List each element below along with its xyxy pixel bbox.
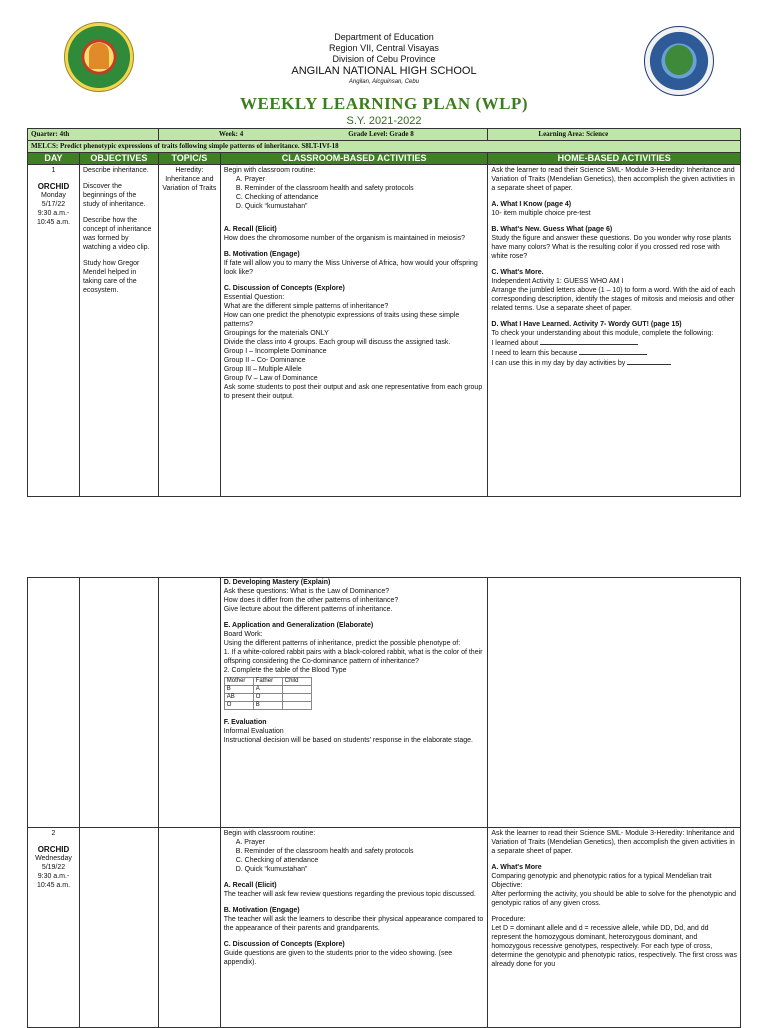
learning-area: Learning Area: Science xyxy=(488,129,741,141)
page-title: WEEKLY LEARNING PLAN (WLP) xyxy=(239,94,529,113)
region: Region VII, Central Visayas xyxy=(329,43,439,53)
letterhead xyxy=(0,32,768,86)
day1-home: Ask the learner to read their Science SML- Module 3-Heredity: Inheritance and Variation of Traits (Mendelian Genetics), then accomplish the given activities in a separate sheet of paper. A. What I Know (page 4) 10- item multiple choice pre-test B. What's New. Guess What (page 6) Study the figure and answer these questions. Do you wonder why rose plants have many colors? What is the resulting color if you crossed red rose with white rose? C. What's More. Independent Activity 1: GUESS WHO AM I Arrange the jumbled letters above (1 – 10) to form a word. With the aid of each corresponding description, identify the stages of mitosis and meiosis and other related terms. Use a separate sheet of paper. D. What I Have Learned. Activity 7- Wordy GUT! (page 15) To check your understanding about this module, complete the following: I learned about I need to learn this because I can use this in my day by day activities by xyxy=(488,165,741,497)
department: Department of Education xyxy=(334,32,434,42)
blank-line xyxy=(627,358,671,365)
day1-cell: 1 ORCHID Monday 5/17/22 9:30 a.m.- 10:45 a.m. xyxy=(28,165,80,497)
blank-line xyxy=(540,338,638,345)
school-name: ANGILAN NATIONAL HIGH SCHOOL xyxy=(291,65,477,77)
day2-home: Ask the learner to read their Science SML- Module 3-Heredity: Inheritance and Variation of Traits (Mendelian Genetics), then accomplish the given activities in a separate sheet of paper. A. What's More Comparing genotypic and phenotypic ratios for a typical Mendelian trait Objective: After performing the activity, you should be able to solve for the phenotypic and genotypic ratios of any given cross. Procedure: Let D = dominant allele and d = recessive allele, while DD, Dd, and dd represent the homozygous dominant, heterozygous dominant, and homozygous recessive genotypes, respectively. For each type of cross, determine the genotypic and phenotypic ratios, respectively. The first cross was already done for you xyxy=(488,828,741,1028)
division: Division of Cebu Province xyxy=(332,54,436,64)
col-home: HOME-BASED ACTIVITIES xyxy=(488,153,741,165)
wlp-table-continued xyxy=(27,577,741,1028)
grade-level: Grade Level: Grade 8 xyxy=(348,130,414,138)
melcs: MELCS: Predict phenotypic expressions of traits following simple patterns of inheritance. S8LT-IVf-18 xyxy=(28,141,741,153)
day1-objectives: Describe inheritance. Discover the beginnings of the study of inheritance. Describe how the concept of inheritance was formed by watching a video clip. Study how Gregor Mendel helped in taking care of the ecosystem. xyxy=(79,165,158,497)
day1-classroom-continued: D. Developing Mastery (Explain) Ask these questions: What is the Law of Dominance? How does it differ from the other patterns of inheritance? Give lecture about the different patterns of inheritance. E. Application and Generalization (Elaborate) Board Work: Using the different patterns of inheritance, predict the possible phenotype of: 1. If a white-colored rabbit pairs with a black-colored rabbit, what is the color of their offspring considering the Co-dominance pattern of inheritance? 2. Complete the table of the Blood Type Mother Father Child B A AB O O B F. Evaluation Informal Evaluation Instructional decision will be based on students' response in the elaborate stage. xyxy=(220,578,488,828)
day2-classroom: Begin with classroom routine: A. Prayer B. Reminder of the classroom health and safety protocols C. Checking of attendance D. Quick “kumustahan” A. Recall (Elicit) The teacher will ask few review questions regarding the previous topic discussed. B. Motivation (Engage) The teacher will ask the learners to describe their physical appearance compared to the appearance of their parents and grandparents. C. Discussion of Concepts (Explore) Guide questions are given to the students prior to the video showing. (see appendix). xyxy=(220,828,488,1028)
col-objectives: OBJECTIVES xyxy=(79,153,158,165)
week: Week: 4 xyxy=(218,130,244,138)
day1-classroom: Begin with classroom routine: A. Prayer B. Reminder of the classroom health and safety protocols C. Checking of attendance D. Quick “kumustahan” A. Recall (Elicit) How does the chromosome number of the organism is maintained in meiosis? B. Motivation (Engage) If fate will allow you to marry the Miss Universe of Africa, how would your offspring look like? C. Discussion of Concepts (Explore) Essential Question: What are the different simple patterns of inheritance? How can one predict the phenotypic expressions of traits using these simple patterns? Groupings for the materials ONLY Divide the class into 4 groups. Each group will discuss the assigned task. Group I – Incomplete Dominance Group II – Co- Dominance Group III – Multiple Allele Group IV – Law of Dominance Ask some students to post their output and ask one representative from each group to present their output. xyxy=(220,165,488,497)
wlp-table xyxy=(27,128,741,497)
blank-line xyxy=(579,348,647,355)
col-topics: TOPIC/S xyxy=(158,153,220,165)
day2-row xyxy=(28,828,741,1028)
day2-cell: 2 ORCHID Wednesday 5/19/22 9:30 a.m.- 10:45 a.m. xyxy=(28,828,80,1028)
col-day: DAY xyxy=(28,153,80,165)
quarter: Quarter: 4th xyxy=(28,129,159,141)
col-classroom: CLASSROOM-BASED ACTIVITIES xyxy=(220,153,488,165)
column-headers xyxy=(28,153,741,165)
info-row xyxy=(28,129,741,141)
day1-row xyxy=(28,165,741,497)
school-year: S.Y. 2021-2022 xyxy=(346,115,422,127)
day1-continued-row xyxy=(28,578,741,828)
blood-type-table: Mother Father Child B A AB O O B xyxy=(224,677,312,710)
school-address: Angilan, Alcguinsan, Cebu xyxy=(348,79,420,85)
day1-topics: Heredity: Inheritance and Variation of Traits xyxy=(158,165,220,497)
